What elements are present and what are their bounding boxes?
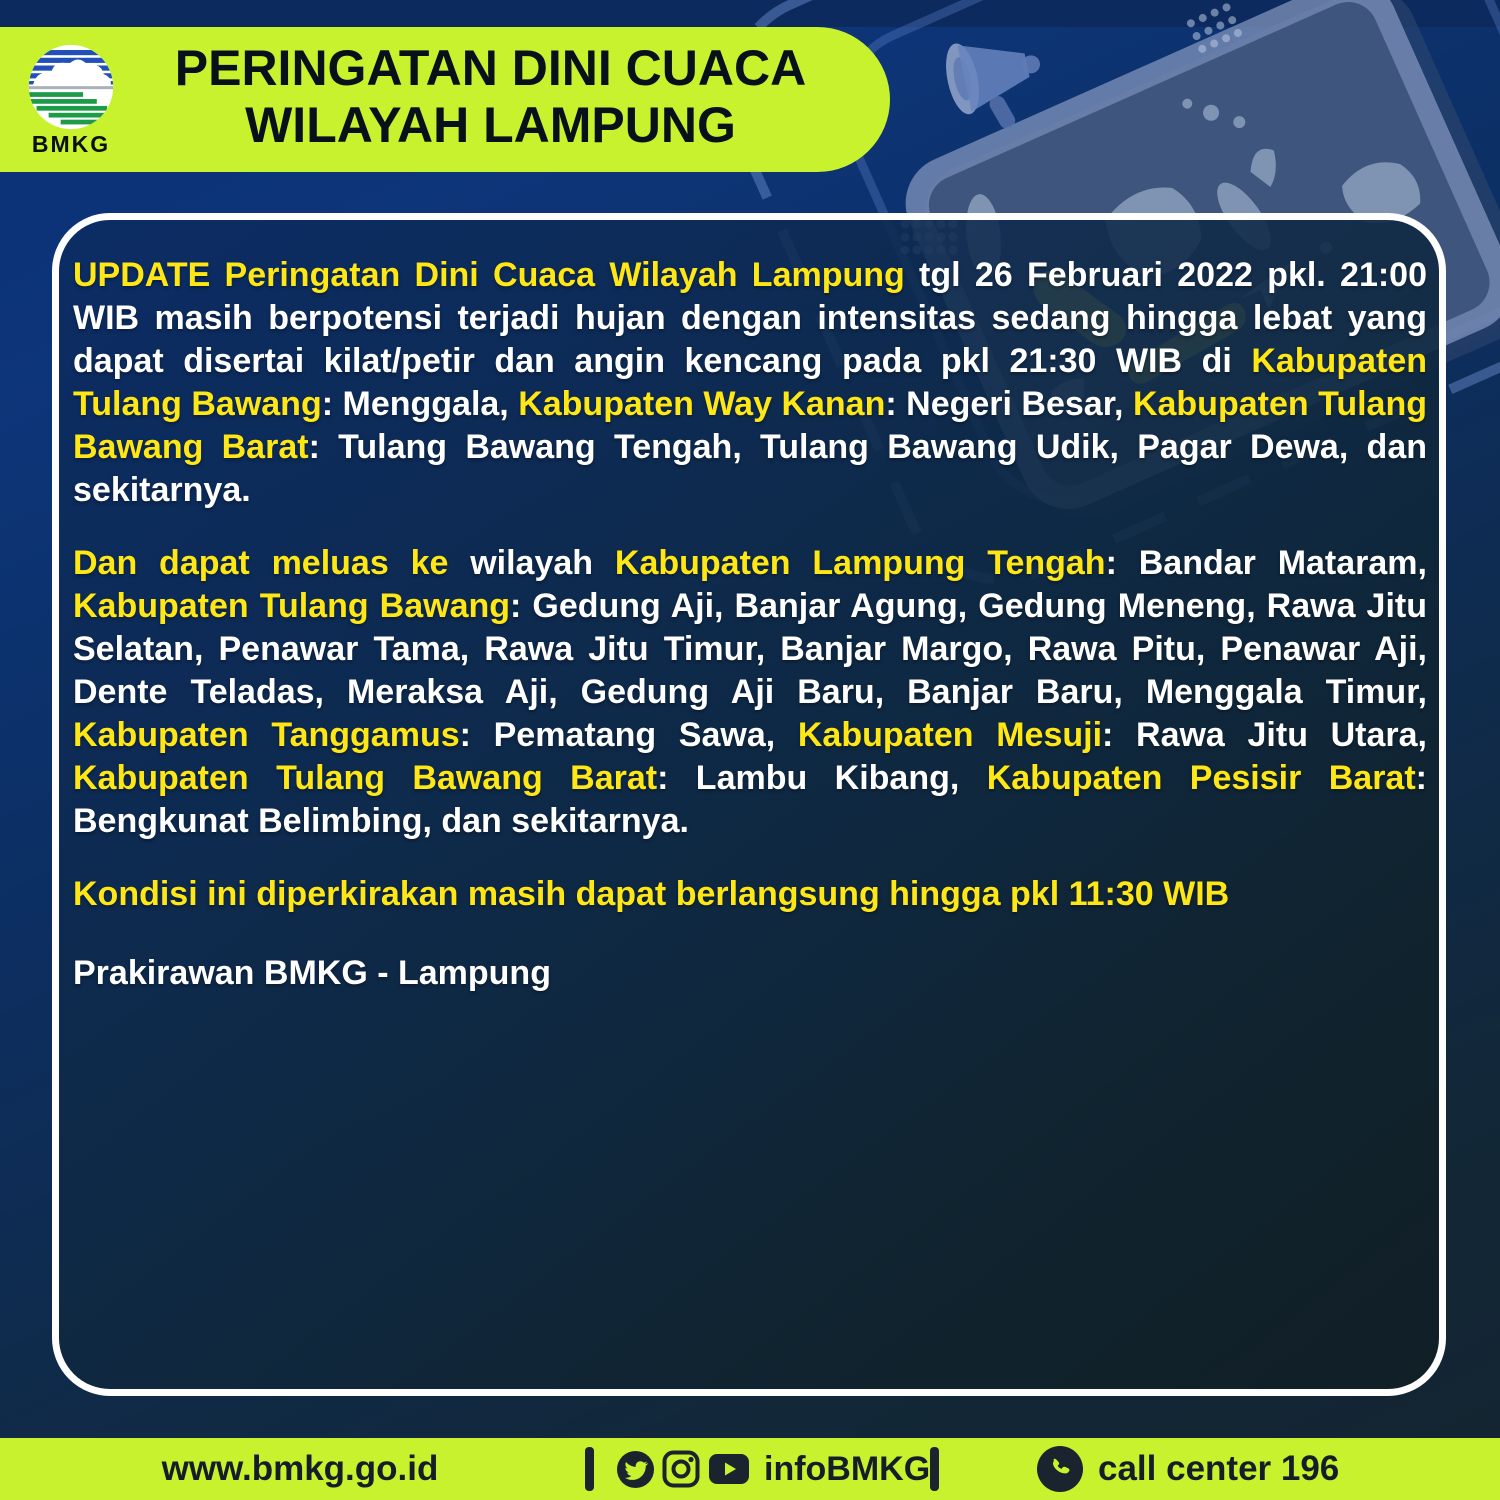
footer-bar <box>0 1438 1500 1500</box>
warning-paragraph-3 <box>73 873 1427 916</box>
twitter-icon <box>617 1438 654 1500</box>
header-banner <box>0 27 890 172</box>
body-text: : Bandar Mataram, <box>1105 544 1427 582</box>
body-text: Prakirawan BMKG - Lampung <box>73 954 551 992</box>
youtube-icon <box>709 1438 749 1500</box>
body-text: : Lambu Kibang, <box>657 759 987 797</box>
social-handle-label: infoBMKG <box>764 1449 931 1488</box>
highlighted-text: Kabupaten Pesisir Barat <box>986 759 1416 797</box>
page-title <box>118 40 863 154</box>
highlighted-text: Kabupaten Tulang Bawang <box>73 342 1427 423</box>
title-line-2: WILAYAH LAMPUNG <box>245 97 736 153</box>
highlighted-text: Dan dapat meluas ke <box>73 544 449 582</box>
bmkg-logo-text: BMKG <box>31 131 111 157</box>
highlighted-text: Kabupaten Tulang Bawang Barat <box>73 759 658 797</box>
body-text: wilayah <box>448 544 615 582</box>
highlighted-text: Kabupaten Tulang Bawang <box>73 587 511 625</box>
footer-divider <box>585 1447 594 1491</box>
highlighted-text: Kabupaten Tulang Bawang Barat <box>73 385 1427 466</box>
footer-divider <box>930 1447 939 1491</box>
highlighted-text: Kondisi ini diperkirakan masih dapat berlangsung hingga pkl 11:30 WIB <box>73 875 1230 913</box>
body-text: : Gedung Aji, Banjar Agung, Gedung Meneng, Rawa Jitu Selatan, Penawar Tama, Rawa Jitu Timur, Banjar Margo, Rawa Pitu, Penawar Aji, Dente Teladas, Meraksa Aji, Gedung Aji Baru, Banjar Baru, Menggala Timur, <box>73 587 1427 711</box>
highlighted-text: UPDATE Peringatan Dini Cuaca Wilayah Lampung <box>73 256 905 294</box>
body-text: : Rawa Jitu Utara, <box>1102 716 1428 754</box>
body-text: : Pematang Sawa, <box>459 716 798 754</box>
website-label: www.bmkg.go.id <box>161 1449 439 1488</box>
warning-paragraph-2 <box>73 542 1427 843</box>
bmkg-logo <box>27 44 115 156</box>
body-text: : Menggala, <box>321 385 519 423</box>
body-text: : Negeri Besar, <box>885 385 1133 423</box>
instagram-icon <box>662 1438 700 1500</box>
highlighted-text: Kabupaten Way Kanan <box>518 385 886 423</box>
warning-card <box>52 213 1446 1396</box>
body-text: : Tulang Bawang Tengah, Tulang Bawang Udik, Pagar Dewa, dan sekitarnya. <box>73 428 1427 509</box>
bmkg-logo-icon <box>28 44 114 130</box>
highlighted-text: Kabupaten Tanggamus <box>73 716 460 754</box>
highlighted-text: Kabupaten Mesuji <box>797 716 1103 754</box>
warning-paragraph-4 <box>73 952 1427 995</box>
body-text: tgl 26 Februari 2022 pkl. 21:00 WIB masih berpotensi terjadi hujan dengan intensitas sedang hingga lebat yang dapat disertai kilat/petir dan angin kencang pada pkl 21:30 WIB di <box>73 256 1427 380</box>
warning-paragraph-1 <box>73 254 1427 512</box>
phone-icon <box>1037 1438 1083 1500</box>
call-center-label: call center 196 <box>1098 1449 1340 1488</box>
highlighted-text: Kabupaten Lampung Tengah <box>614 544 1106 582</box>
title-line-1: PERINGATAN DINI CUACA <box>174 40 807 96</box>
body-text: : Bengkunat Belimbing, dan sekitarnya. <box>73 759 1427 840</box>
